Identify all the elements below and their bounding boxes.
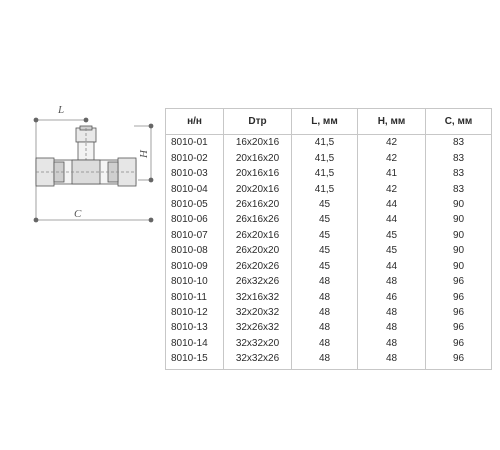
cell-dtr: 20x20x16 bbox=[224, 181, 292, 196]
cell-dtr: 32x20x32 bbox=[224, 305, 292, 320]
table-row bbox=[166, 336, 492, 351]
table-row bbox=[166, 274, 492, 289]
cell-h: 46 bbox=[358, 289, 426, 304]
cell-c: 90 bbox=[426, 228, 492, 243]
cell-l: 48 bbox=[292, 351, 358, 369]
cell-c: 83 bbox=[426, 181, 492, 196]
cell-h: 42 bbox=[358, 135, 426, 151]
cell-l: 45 bbox=[292, 197, 358, 212]
cell-code: 8010-01 bbox=[171, 137, 208, 149]
cell-c: 90 bbox=[426, 259, 492, 274]
header-h: H, мм bbox=[358, 109, 426, 135]
cell-h: 42 bbox=[358, 150, 426, 165]
cell-l: 41,5 bbox=[292, 135, 358, 151]
tee-body bbox=[36, 158, 136, 186]
cell-code: 8010-06 bbox=[171, 214, 208, 226]
cell-c: 90 bbox=[426, 243, 492, 258]
cell-h: 48 bbox=[358, 305, 426, 320]
cell-dtr: 20x16x20 bbox=[224, 150, 292, 165]
cell-h: 48 bbox=[358, 336, 426, 351]
cell-l: 45 bbox=[292, 228, 358, 243]
cell-h: 44 bbox=[358, 197, 426, 212]
cell-dtr: 26x20x16 bbox=[224, 228, 292, 243]
cell-code: 8010-05 bbox=[171, 198, 208, 210]
cell-c: 90 bbox=[426, 212, 492, 227]
table-row bbox=[166, 150, 492, 165]
cell-l: 48 bbox=[292, 274, 358, 289]
cell-dtr: 26x16x20 bbox=[224, 197, 292, 212]
table-row bbox=[166, 181, 492, 196]
cell-l: 41,5 bbox=[292, 181, 358, 196]
cell-dtr: 26x32x26 bbox=[224, 274, 292, 289]
table-row bbox=[166, 305, 492, 320]
cell-h: 45 bbox=[358, 228, 426, 243]
cell-dtr: 32x26x32 bbox=[224, 320, 292, 335]
cell-l: 48 bbox=[292, 289, 358, 304]
cell-h: 48 bbox=[358, 274, 426, 289]
cell-code: 8010-04 bbox=[171, 183, 208, 195]
cell-h: 45 bbox=[358, 243, 426, 258]
cell-h: 42 bbox=[358, 181, 426, 196]
header-nn: н/н bbox=[166, 109, 224, 135]
cell-c: 83 bbox=[426, 150, 492, 165]
header-c: C, мм bbox=[426, 109, 492, 135]
table-row bbox=[166, 351, 492, 369]
cell-code: 8010-12 bbox=[171, 307, 208, 319]
cell-c: 96 bbox=[426, 336, 492, 351]
cell-l: 41,5 bbox=[292, 166, 358, 181]
cell-code: 8010-11 bbox=[171, 291, 207, 303]
cell-h: 48 bbox=[358, 351, 426, 369]
cell-code: 8010-08 bbox=[171, 245, 208, 257]
table-row bbox=[166, 212, 492, 227]
table-row bbox=[166, 320, 492, 335]
dim-label-c: C bbox=[74, 208, 82, 220]
dim-label-h: H bbox=[138, 150, 150, 158]
tee-fitting-drawing bbox=[20, 96, 160, 226]
table-row bbox=[166, 289, 492, 304]
header-l: L, мм bbox=[292, 109, 358, 135]
table-row bbox=[166, 166, 492, 181]
cell-h: 41 bbox=[358, 166, 426, 181]
cell-dtr: 16x20x16 bbox=[224, 135, 292, 151]
cell-code: 8010-10 bbox=[171, 276, 208, 288]
cell-c: 96 bbox=[426, 320, 492, 335]
cell-h: 48 bbox=[358, 320, 426, 335]
cell-c: 96 bbox=[426, 289, 492, 304]
cell-c: 96 bbox=[426, 274, 492, 289]
cell-dtr: 26x16x26 bbox=[224, 212, 292, 227]
cell-c: 83 bbox=[426, 135, 492, 151]
table-row bbox=[166, 243, 492, 258]
cell-c: 96 bbox=[426, 305, 492, 320]
cell-code: 8010-03 bbox=[171, 168, 208, 180]
cell-dtr: 32x16x32 bbox=[224, 289, 292, 304]
cell-code: 8010-13 bbox=[171, 322, 208, 334]
cell-code: 8010-14 bbox=[171, 337, 208, 349]
cell-dtr: 26x20x26 bbox=[224, 259, 292, 274]
spec-table bbox=[165, 108, 492, 370]
cell-dtr: 20x16x16 bbox=[224, 166, 292, 181]
cell-code: 8010-02 bbox=[171, 152, 208, 164]
cell-l: 45 bbox=[292, 212, 358, 227]
table-row bbox=[166, 259, 492, 274]
cell-h: 44 bbox=[358, 259, 426, 274]
cell-l: 48 bbox=[292, 305, 358, 320]
table-row bbox=[166, 228, 492, 243]
cell-l: 48 bbox=[292, 336, 358, 351]
table-header-row bbox=[166, 109, 492, 135]
dim-label-l: L bbox=[58, 104, 65, 116]
table-row bbox=[166, 135, 492, 151]
table-row bbox=[166, 197, 492, 212]
cell-dtr: 26x20x20 bbox=[224, 243, 292, 258]
cell-l: 45 bbox=[292, 259, 358, 274]
cell-l: 48 bbox=[292, 320, 358, 335]
cell-h: 44 bbox=[358, 212, 426, 227]
cell-c: 83 bbox=[426, 166, 492, 181]
cell-l: 45 bbox=[292, 243, 358, 258]
cell-dtr: 32x32x20 bbox=[224, 336, 292, 351]
cell-code: 8010-15 bbox=[171, 353, 208, 365]
cell-c: 90 bbox=[426, 197, 492, 212]
cell-code: 8010-07 bbox=[171, 229, 208, 241]
header-dtr: Dтр bbox=[224, 109, 292, 135]
cell-dtr: 32x32x26 bbox=[224, 351, 292, 369]
cell-code: 8010-09 bbox=[171, 260, 208, 272]
cell-c: 96 bbox=[426, 351, 492, 369]
cell-l: 41,5 bbox=[292, 150, 358, 165]
